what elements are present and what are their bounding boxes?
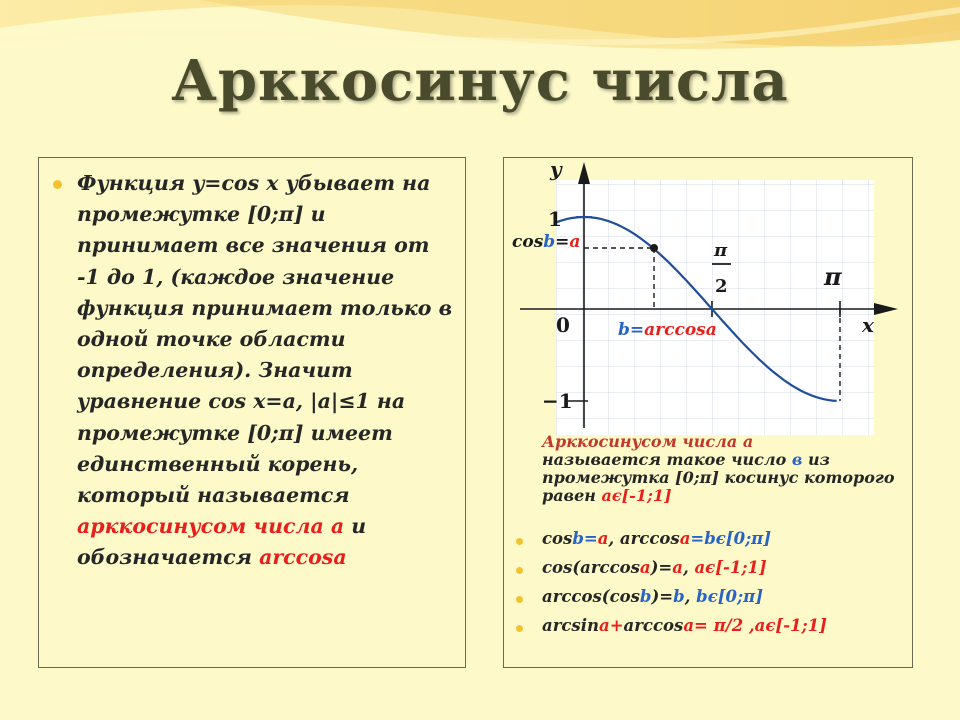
- definition-text: [542, 433, 902, 505]
- f-part: arccos(cos: [542, 587, 640, 606]
- f-part: +: [609, 616, 624, 635]
- formula-2: [542, 558, 767, 577]
- f-part: arcsin: [542, 616, 599, 635]
- text-part: Функция y=cos x убывает на промежутке [0;: [77, 171, 431, 227]
- pi-symbol: π: [278, 202, 294, 227]
- bullet-dot: [516, 625, 523, 632]
- def-part: из промежутка [0;: [542, 450, 830, 487]
- bullet-dot: [516, 538, 523, 545]
- f-part: a: [639, 558, 651, 577]
- cos-a-var: a: [569, 232, 581, 252]
- b-label: b=: [618, 320, 645, 340]
- f-part: a: [679, 529, 691, 548]
- explanation-text: [77, 168, 457, 574]
- f-part: )=: [650, 558, 673, 577]
- cos-prefix: cos: [512, 232, 544, 252]
- definition-head: Арккосинусом числа а: [542, 432, 754, 451]
- y-axis-arrow: [578, 162, 590, 184]
- f-part: bϵ[0;π]: [704, 529, 772, 548]
- f-part: )=: [651, 587, 674, 606]
- x-axis-label: x: [862, 313, 874, 337]
- f-part: b: [639, 587, 652, 606]
- def-part: ] косинус которого равен: [542, 468, 895, 505]
- bullet-dot: [516, 567, 523, 574]
- f-part: aϵ[-1;1]: [694, 558, 767, 577]
- origin-label: 0: [556, 313, 570, 337]
- term-arccosa: arccosa: [259, 545, 347, 570]
- f-part: cos: [542, 529, 573, 548]
- f-part: =: [583, 529, 598, 548]
- f-part: ,: [682, 558, 695, 577]
- slide-title: Арккосинус числа: [171, 48, 789, 114]
- f-part: a: [599, 616, 610, 635]
- def-part: называется такое число: [542, 450, 792, 469]
- pi-label: π: [824, 262, 842, 291]
- f-part: a: [597, 529, 609, 548]
- cos-b-equals-a-label: [512, 232, 580, 252]
- left-text-panel: [38, 157, 466, 668]
- right-graph-panel: [503, 157, 913, 668]
- cos-b-var: b: [543, 232, 556, 252]
- definition-body: [542, 451, 902, 505]
- text-part: ] и принимает все значения от -1 до 1, (каждое значение функция принимает только в одной точке области определения). Значит уравнение cos x=a, |a|≤1 на промежутке [0;: [77, 202, 453, 445]
- f-part: bϵ[0;π]: [696, 587, 764, 606]
- bullet-dot: [516, 596, 523, 603]
- grid-lines: [556, 180, 874, 435]
- f-part: cos(arccos: [542, 558, 640, 577]
- bullet-dot: [53, 180, 62, 189]
- b-equals-arccosa-label: [618, 320, 717, 340]
- pi-half-denominator: 2: [715, 276, 728, 297]
- term-arccosine: арккосинусом числа а: [77, 514, 345, 539]
- f-part: a: [672, 558, 683, 577]
- def-pi: π: [699, 468, 712, 487]
- f-part: = π/2: [694, 616, 744, 635]
- y-axis-label: y: [550, 158, 562, 181]
- f-part: a: [683, 616, 695, 635]
- text-part: ] имеет единственный корень, который называется: [77, 420, 393, 508]
- f-part: b: [673, 587, 685, 606]
- y-tick-label-minus1: −1: [542, 389, 573, 413]
- formula-4: [542, 616, 827, 635]
- text-part: и обозначается: [77, 514, 367, 570]
- def-b: в: [791, 450, 803, 469]
- pi-symbol: π: [278, 420, 294, 445]
- cosine-graph: [504, 158, 914, 448]
- y-tick-label-1: 1: [548, 207, 562, 231]
- formula-3: [542, 587, 763, 606]
- f-part: arccos: [623, 616, 684, 635]
- pi-half-numerator: π: [714, 240, 728, 261]
- f-part: ,aϵ[-1;1]: [743, 616, 827, 635]
- point-b-a: [650, 244, 658, 252]
- f-part: b: [572, 529, 584, 548]
- x-axis-arrow: [874, 303, 898, 315]
- arccosa-label: arccosa: [644, 320, 717, 340]
- f-part: , arccos: [608, 529, 680, 548]
- formula-1: [542, 529, 771, 548]
- def-range: aϵ[-1;1]: [601, 486, 672, 505]
- f-part: ,: [684, 587, 697, 606]
- f-part: =: [690, 529, 705, 548]
- cos-eq: =: [555, 232, 570, 252]
